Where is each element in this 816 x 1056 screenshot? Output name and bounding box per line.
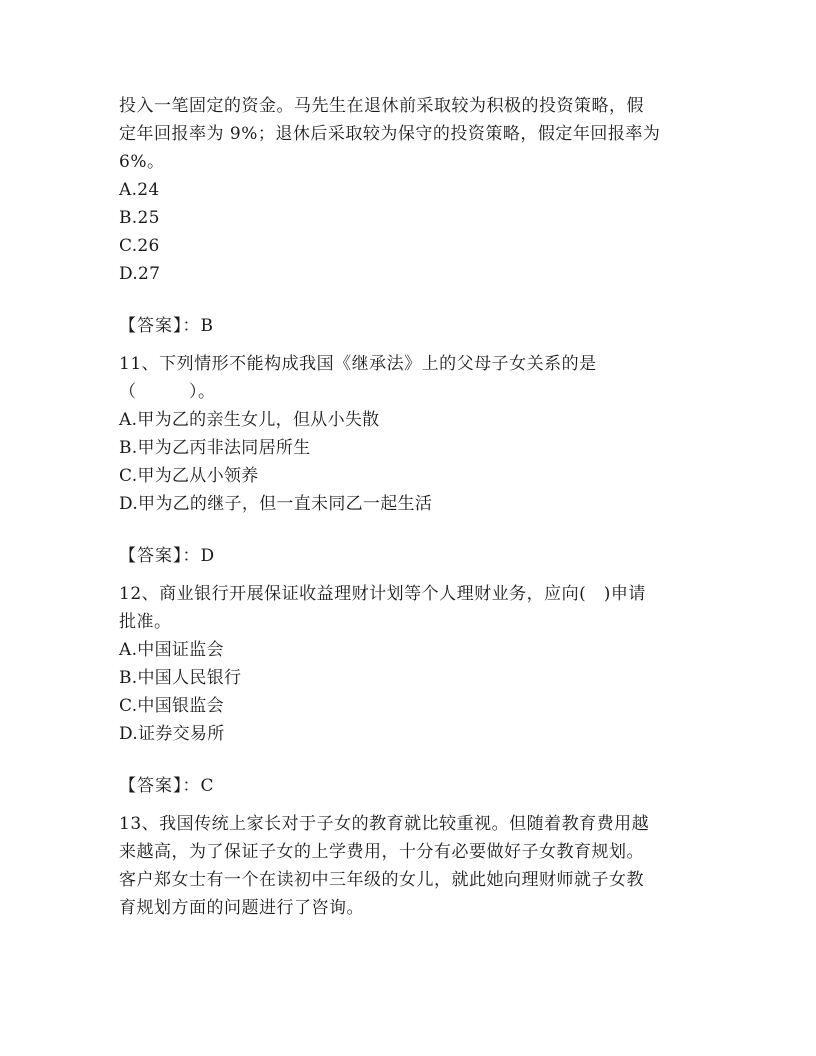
question-11-answer [119,542,699,570]
spacer [119,748,699,772]
question-12-answer [119,772,699,800]
question-13-stem-line-4: 育规划方面的问题进行了咨询。 [119,898,364,918]
question-11-option-d: D.甲为乙的继子，但一直未同乙一起生活 [119,494,433,514]
question-10-stem-line-3: 6%。 [119,152,165,172]
question-13-stem-line-3: 客户郑女士有一个在读初中三年级的女儿，就此她向理财师就子女教 [119,870,644,890]
question-12 [119,580,699,800]
question-11-option-c: C.甲为乙从小领养 [119,466,259,486]
answer-label: 【答案】： [119,316,201,336]
question-10-stem-line-2: 定年回报率为 9%；退休后采取较为保守的投资策略，假定年回报率为 [119,124,661,144]
question-10-option-d: D.27 [119,264,161,284]
spacer [119,518,699,542]
question-10-option-b: B.25 [119,208,160,228]
question-12-stem-line-1: 12、商业银行开展保证收益理财计划等个人理财业务，应向( )申请 [119,584,646,604]
question-13 [119,810,699,922]
question-12-option-c: C.中国银监会 [119,696,224,716]
question-10 [119,92,699,340]
question-12-stem-line-2: 批准。 [119,612,172,632]
spacer [119,800,699,810]
question-10-option-c: C.26 [119,236,160,256]
answer-label: 【答案】： [119,546,201,566]
answer-value: C [200,776,214,796]
question-10-stem-line-1: 投入一笔固定的资金。马先生在退休前采取较为积极的投资策略，假 [119,96,644,116]
spacer [119,570,699,580]
spacer [119,340,699,350]
question-11 [119,350,699,570]
question-10-option-a: A.24 [119,180,160,200]
question-11-option-b: B.甲为乙丙非法同居所生 [119,438,311,458]
question-12-option-b: B.中国人民银行 [119,668,242,688]
question-11-stem-line-1: 11、下列情形不能构成我国《继承法》上的父母子女关系的是 [119,354,597,374]
question-13-stem-line-1: 13、我国传统上家长对于子女的教育就比较重视。但随着教育费用越 [119,814,650,834]
question-13-stem-line-2: 来越高，为了保证子女的上学费用，十分有必要做好子女教育规划。 [119,842,644,862]
question-10-answer [119,312,699,340]
question-12-option-a: A.中国证监会 [119,640,224,660]
question-11-option-a: A.甲为乙的亲生女儿，但从小失散 [119,410,380,430]
answer-label: 【答案】： [119,776,201,796]
answer-value: D [200,546,215,566]
question-11-stem-line-2: （ ）。 [119,382,216,402]
question-12-option-d: D.证券交易所 [119,724,225,744]
answer-value: B [200,316,213,336]
spacer [119,288,699,312]
document-page [119,92,699,922]
